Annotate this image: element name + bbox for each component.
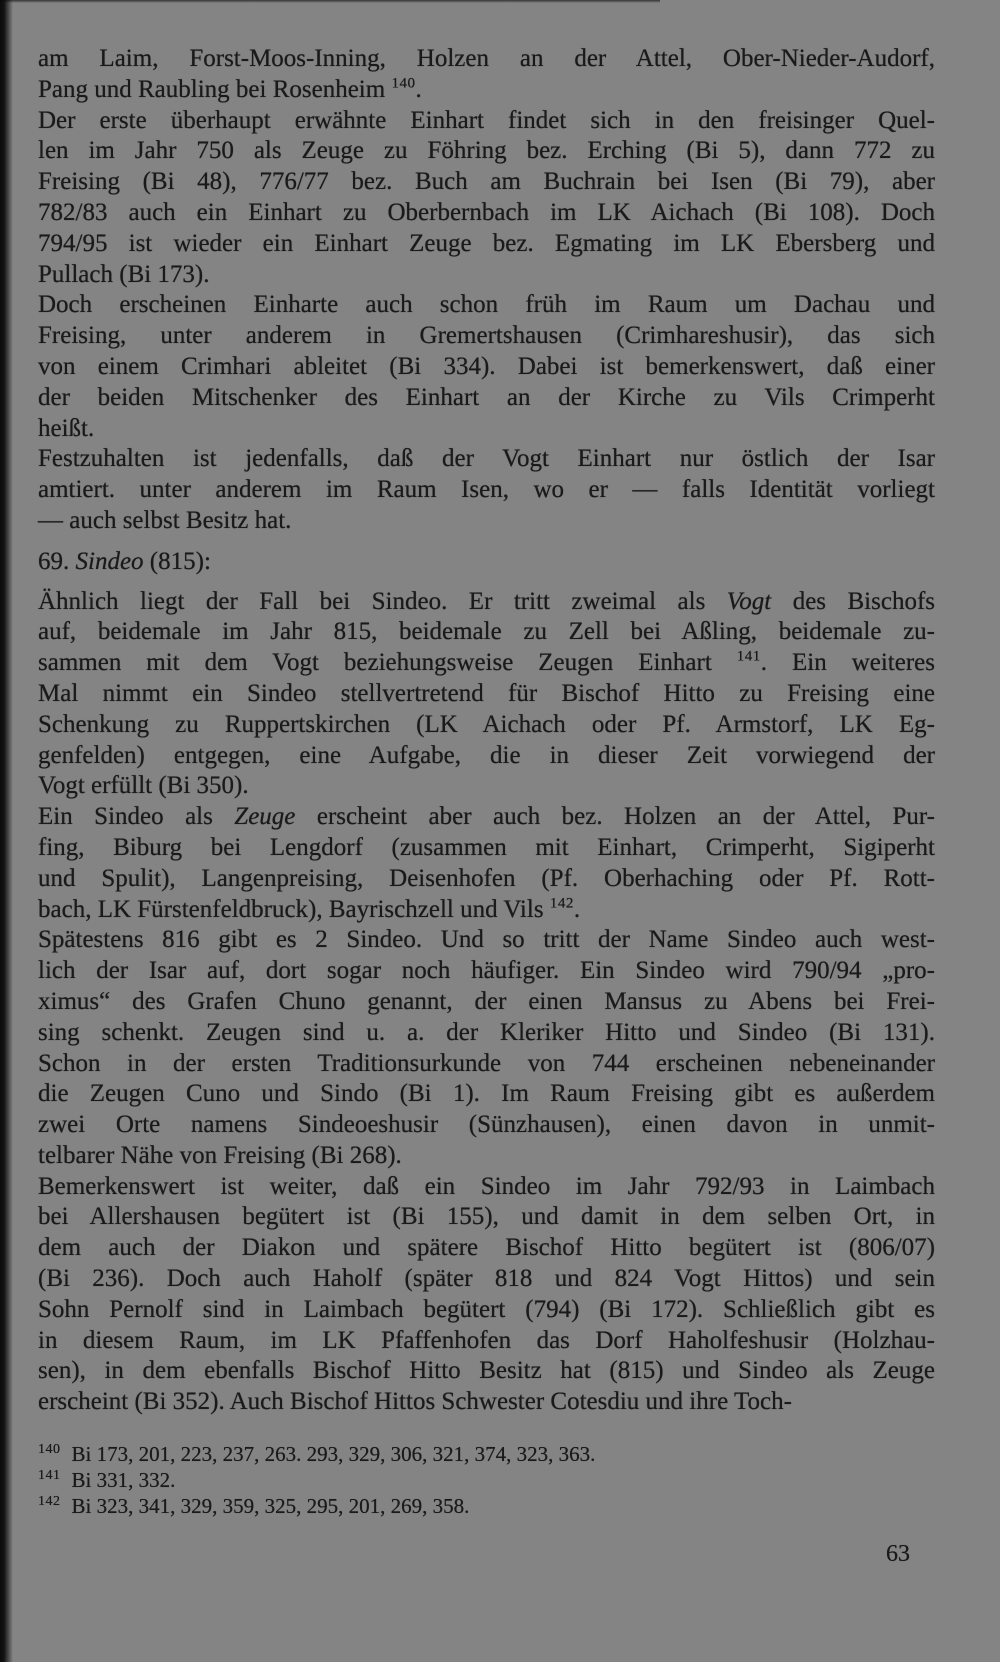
text-run: am Laim, Forst-Moos-Inning, Holzen an der Attel, Ober-Nieder-Audorf, <box>38 45 935 72</box>
text-run: Sohn Pernolf sind in Laimbach begütert (794) (Bi 172). Schließlich gibt es <box>38 1295 935 1323</box>
text-line <box>38 1141 935 1172</box>
footnote-number: 140 <box>38 1442 61 1457</box>
text-run: die Zeugen Cuno und Sindo (Bi 1). Im Raum Freising gibt es außerdem <box>38 1080 935 1108</box>
text-run: Vogt erfüllt (Bi 350). <box>38 772 249 800</box>
section-heading <box>38 547 935 578</box>
text-run: 794/95 ist wieder ein Einhart Zeuge bez. Egmating im LK Ebersberg und <box>38 229 935 257</box>
text-run: Der erste überhaupt erwähnte Einhart findet sich in den freisinger Quel- <box>38 106 935 134</box>
text-run: 69. <box>38 547 76 575</box>
text-run: Ein Sindeo als <box>38 803 235 831</box>
text-run: (Bi 236). Doch auch Haholf (später 818 und 824 Vogt Hittos) und sein <box>38 1265 935 1293</box>
text-run: . <box>415 75 422 103</box>
paragraph <box>38 106 935 291</box>
text-line <box>38 1387 935 1418</box>
text-run: Zeuge <box>234 803 296 831</box>
text-run: bei Allershausen begütert ist (Bi 155), und damit in dem selben Ort, in <box>38 1203 935 1231</box>
text-line <box>38 106 935 137</box>
footnote-text: Bi 331, 332. <box>71 1468 176 1492</box>
text-line <box>38 1172 935 1203</box>
text-run: sammen mit dem Vogt beziehungsweise Zeugen Einhart <box>38 649 737 677</box>
text-line <box>38 1079 935 1110</box>
text-run: ximus“ des Grafen Chuno genannt, der einen Mansus zu Abens bei Frei- <box>38 987 935 1015</box>
text-run: Festzuhalten ist jedenfalls, daß der Vogt Einhart nur östlich der Isar <box>38 445 935 473</box>
text-line <box>38 987 935 1018</box>
text-line <box>38 290 935 321</box>
paragraph <box>38 444 935 536</box>
text-line <box>38 229 935 260</box>
text-line <box>38 864 935 895</box>
text-line <box>38 383 935 414</box>
text-run: erscheint aber auch bez. Holzen an der Attel, Pur- <box>295 803 935 831</box>
text-run: 782/83 auch ein Einhart zu Oberbernbach im LK Aichach (Bi 108). Doch <box>38 198 935 226</box>
text-run: Freising (Bi 48), 776/77 bez. Buch am Buchrain bei Isen (Bi 79), aber <box>38 168 935 196</box>
text-line <box>38 648 935 679</box>
text-line <box>38 1264 935 1295</box>
text-run: und Spulit), Langenpreising, Deisenhofen (Pf. Oberhaching oder Pf. Rott- <box>38 864 935 892</box>
text-line <box>38 75 935 106</box>
footnote-text: Bi 323, 341, 329, 359, 325, 295, 201, 269, 358. <box>71 1494 470 1518</box>
text-run: des Bischofs <box>771 587 935 615</box>
text-line <box>38 506 935 537</box>
text-run: Freising, unter anderem in Gremertshausen (Crimhareshusir), das sich <box>38 322 935 350</box>
footnote-number: 141 <box>38 1468 61 1483</box>
text-run: in diesem Raum, im LK Pfaffenhofen das Dorf Haholfeshusir (Holzhau- <box>38 1326 935 1354</box>
scan-edge-artifact-left <box>0 0 14 1662</box>
text-line <box>38 547 935 578</box>
text-run: Schon in der ersten Traditionsurkunde von 744 erscheinen nebeneinander <box>38 1049 935 1077</box>
footnote-reference: 141 <box>736 648 761 665</box>
text-line <box>38 167 935 198</box>
footnote-number: 142 <box>38 1494 61 1509</box>
text-run: bach, LK Fürstenfeldbruck), Bayrischzell und Vils <box>38 895 550 923</box>
text-run: dem auch der Diakon und spätere Bischof Hitto begütert ist (806/07) <box>38 1234 935 1262</box>
text-line <box>38 741 935 772</box>
text-line <box>38 1356 935 1387</box>
text-line <box>38 679 935 710</box>
text-run: . <box>573 895 581 923</box>
text-run: Sindeo <box>75 547 144 575</box>
text-run: amtiert. unter anderem im Raum Isen, wo er — falls Identität vorliegt <box>38 476 935 504</box>
text-run: lich der Isar auf, dort sogar noch häufiger. Ein Sindeo wird 790/94 „pro- <box>38 957 935 985</box>
text-run: Ähnlich liegt der Fall bei Sindeo. Er tritt zweimal als <box>38 587 727 615</box>
footnotes <box>38 1441 935 1519</box>
text-line <box>38 136 935 167</box>
footnote <box>38 1467 935 1493</box>
footnote-reference: 140 <box>391 75 416 92</box>
text-line <box>38 44 935 75</box>
text-run: sing schenkt. Zeugen sind u. a. der Kleriker Hitto und Sindeo (Bi 131). <box>38 1018 935 1046</box>
page-number: 63 <box>886 1541 910 1567</box>
text-line <box>38 895 935 926</box>
text-line <box>38 1202 935 1233</box>
text-line <box>38 260 935 291</box>
text-run: len im Jahr 750 als Zeuge zu Föhring bez. Erching (Bi 5), dann 772 zu <box>38 137 935 165</box>
scan-edge-artifact-top <box>0 0 660 3</box>
text-line <box>38 444 935 475</box>
text-run: Mal nimmt ein Sindeo stellvertretend für Bischof Hitto zu Freising eine <box>38 679 935 707</box>
text-line <box>38 414 935 445</box>
text-run: Pang und Raubling bei Rosenheim <box>38 75 392 103</box>
text-line <box>38 1326 935 1357</box>
text-run: genfelden) entgegen, eine Aufgabe, die in dieser Zeit vorwiegend der <box>38 741 935 769</box>
text-run: Bemerkenswert ist weiter, daß ein Sindeo im Jahr 792/93 in Laimbach <box>38 1172 935 1200</box>
text-run: heißt. <box>38 414 95 442</box>
paragraph <box>38 587 935 803</box>
text-line <box>38 802 935 833</box>
paragraph <box>38 290 935 444</box>
paragraph <box>38 802 935 925</box>
footnote-text: Bi 173, 201, 223, 237, 263. 293, 329, 306, 321, 374, 323, 363. <box>71 1442 596 1466</box>
paragraph <box>38 44 935 106</box>
text-run: sen), in dem ebenfalls Bischof Hitto Besitz hat (815) und Sindeo als Zeuge <box>38 1357 935 1385</box>
text-line <box>38 771 935 802</box>
text-run: auf, beidemale im Jahr 815, beidemale zu Zell bei Aßling, beidemale zu- <box>38 618 935 646</box>
page-content <box>38 44 935 1418</box>
text-run: der beiden Mitschenker des Einhart an der Kirche zu Vils Crimperht <box>38 383 935 411</box>
text-line <box>38 710 935 741</box>
text-line <box>38 198 935 229</box>
text-run: von einem Crimhari ableitet (Bi 334). Dabei ist bemerkenswert, daß einer <box>38 352 935 380</box>
text-run: erscheint (Bi 352). Auch Bischof Hittos Schwester Cotesdiu und ihre Toch- <box>38 1388 792 1416</box>
text-run: — auch selbst Besitz hat. <box>38 506 292 534</box>
text-run: fing, Biburg bei Lengdorf (zusammen mit Einhart, Crimperht, Sigiperht <box>38 833 935 861</box>
text-run: Spätestens 816 gibt es 2 Sindeo. Und so tritt der Name Sindeo auch west- <box>38 926 935 954</box>
text-run: Doch erscheinen Einharte auch schon früh im Raum um Dachau und <box>38 291 935 319</box>
paragraph <box>38 1172 935 1418</box>
text-line <box>38 587 935 618</box>
text-line <box>38 833 935 864</box>
text-run: zwei Orte namens Sindeoeshusir (Sünzhausen), einen davon in unmit- <box>38 1111 935 1139</box>
text-line <box>38 1110 935 1141</box>
text-line <box>38 475 935 506</box>
text-line <box>38 956 935 987</box>
text-line <box>38 352 935 383</box>
footnote <box>38 1493 935 1519</box>
text-run: . Ein weiteres <box>760 649 935 677</box>
text-run: Vogt <box>726 587 772 615</box>
paragraph <box>38 925 935 1171</box>
text-run: telbarer Nähe von Freising (Bi 268). <box>38 1141 402 1169</box>
footnote <box>38 1441 935 1467</box>
text-line <box>38 1049 935 1080</box>
text-line <box>38 925 935 956</box>
text-line <box>38 1233 935 1264</box>
text-run: (815): <box>143 547 211 575</box>
text-run: Schenkung zu Ruppertskirchen (LK Aichach oder Pf. Armstorf, LK Eg- <box>38 710 935 738</box>
footnote-reference: 142 <box>549 895 574 912</box>
text-line <box>38 617 935 648</box>
text-run: Pullach (Bi 173). <box>38 260 210 288</box>
text-line <box>38 1295 935 1326</box>
text-line <box>38 321 935 352</box>
text-line <box>38 1018 935 1049</box>
